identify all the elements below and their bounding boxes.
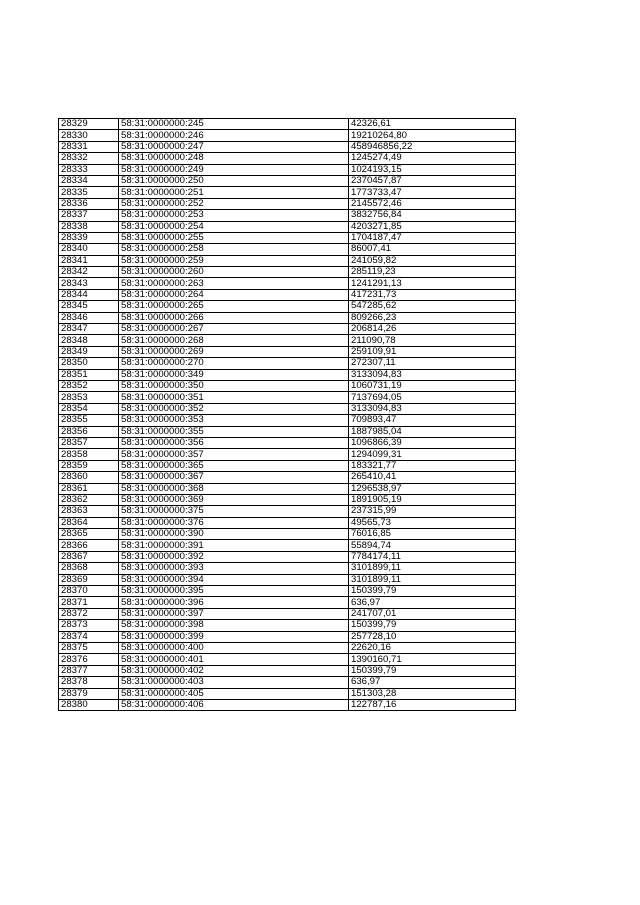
table-row — [59, 244, 516, 255]
table-row — [59, 346, 516, 357]
row-number-cell: 28367 — [59, 551, 119, 562]
table-row — [59, 494, 516, 505]
cadastral-number-cell: 58:31:0000000:265 — [119, 301, 349, 312]
value-cell: 3101899,11 — [349, 574, 516, 585]
row-number-cell: 28370 — [59, 586, 119, 597]
value-cell: 42326,61 — [349, 119, 516, 130]
row-number-cell: 28359 — [59, 460, 119, 471]
row-number-cell: 28338 — [59, 221, 119, 232]
table-row — [59, 278, 516, 289]
row-number-cell: 28335 — [59, 187, 119, 198]
value-cell: 1887985,04 — [349, 426, 516, 437]
table-row — [59, 267, 516, 278]
cadastral-number-cell: 58:31:0000000:390 — [119, 529, 349, 540]
cadastral-number-cell: 58:31:0000000:402 — [119, 665, 349, 676]
cadastral-number-cell: 58:31:0000000:350 — [119, 380, 349, 391]
value-cell: 709893,47 — [349, 415, 516, 426]
cadastral-number-cell: 58:31:0000000:356 — [119, 437, 349, 448]
value-cell: 1245274,49 — [349, 153, 516, 164]
row-number-cell: 28371 — [59, 597, 119, 608]
table-row — [59, 255, 516, 266]
cadastral-number-cell: 58:31:0000000:351 — [119, 392, 349, 403]
row-number-cell: 28343 — [59, 278, 119, 289]
row-number-cell: 28362 — [59, 494, 119, 505]
value-cell: 86007,41 — [349, 244, 516, 255]
cadastral-number-cell: 58:31:0000000:400 — [119, 642, 349, 653]
row-number-cell: 28330 — [59, 130, 119, 141]
cadastral-number-cell: 58:31:0000000:355 — [119, 426, 349, 437]
row-number-cell: 28329 — [59, 119, 119, 130]
cadastral-number-cell: 58:31:0000000:353 — [119, 415, 349, 426]
table-row — [59, 563, 516, 574]
row-number-cell: 28340 — [59, 244, 119, 255]
cadastral-number-cell: 58:31:0000000:365 — [119, 460, 349, 471]
table-row — [59, 574, 516, 585]
value-cell: 237315,99 — [349, 506, 516, 517]
cadastral-number-cell: 58:31:0000000:251 — [119, 187, 349, 198]
cadastral-number-cell: 58:31:0000000:259 — [119, 255, 349, 266]
row-number-cell: 28361 — [59, 483, 119, 494]
row-number-cell: 28369 — [59, 574, 119, 585]
row-number-cell: 28366 — [59, 540, 119, 551]
row-number-cell: 28372 — [59, 608, 119, 619]
table-row — [59, 677, 516, 688]
table-row — [59, 380, 516, 391]
cadastral-number-cell: 58:31:0000000:405 — [119, 688, 349, 699]
table-row — [59, 460, 516, 471]
table-row — [59, 620, 516, 631]
table-row — [59, 210, 516, 221]
cadastral-number-cell: 58:31:0000000:247 — [119, 141, 349, 152]
value-cell: 2145572,46 — [349, 198, 516, 209]
row-number-cell: 28375 — [59, 642, 119, 653]
row-number-cell: 28349 — [59, 346, 119, 357]
cadastral-number-cell: 58:31:0000000:349 — [119, 369, 349, 380]
value-cell: 183321,77 — [349, 460, 516, 471]
cadastral-number-cell: 58:31:0000000:258 — [119, 244, 349, 255]
cadastral-number-cell: 58:31:0000000:254 — [119, 221, 349, 232]
row-number-cell: 28360 — [59, 472, 119, 483]
table-row — [59, 153, 516, 164]
table-row — [59, 164, 516, 175]
cadastral-number-cell: 58:31:0000000:394 — [119, 574, 349, 585]
row-number-cell: 28379 — [59, 688, 119, 699]
row-number-cell: 28348 — [59, 335, 119, 346]
table-row — [59, 392, 516, 403]
cadastral-number-cell: 58:31:0000000:252 — [119, 198, 349, 209]
value-cell: 257728,10 — [349, 631, 516, 642]
row-number-cell: 28357 — [59, 437, 119, 448]
value-cell: 265410,41 — [349, 472, 516, 483]
table-row — [59, 175, 516, 186]
row-number-cell: 28352 — [59, 380, 119, 391]
cadastral-number-cell: 58:31:0000000:267 — [119, 324, 349, 335]
cadastral-number-cell: 58:31:0000000:392 — [119, 551, 349, 562]
table-row — [59, 426, 516, 437]
row-number-cell: 28350 — [59, 358, 119, 369]
table-row — [59, 654, 516, 665]
table-row — [59, 699, 516, 710]
table-row — [59, 415, 516, 426]
table-row — [59, 688, 516, 699]
row-number-cell: 28355 — [59, 415, 119, 426]
row-number-cell: 28337 — [59, 210, 119, 221]
row-number-cell: 28376 — [59, 654, 119, 665]
row-number-cell: 28341 — [59, 255, 119, 266]
row-number-cell: 28377 — [59, 665, 119, 676]
cadastral-number-cell: 58:31:0000000:268 — [119, 335, 349, 346]
table-row — [59, 540, 516, 551]
row-number-cell: 28347 — [59, 324, 119, 335]
table-row — [59, 665, 516, 676]
table-row — [59, 141, 516, 152]
row-number-cell: 28374 — [59, 631, 119, 642]
value-cell: 4203271,85 — [349, 221, 516, 232]
cadastral-number-cell: 58:31:0000000:249 — [119, 164, 349, 175]
cadastral-number-cell: 58:31:0000000:396 — [119, 597, 349, 608]
row-number-cell: 28333 — [59, 164, 119, 175]
value-cell: 3832756,84 — [349, 210, 516, 221]
value-cell: 2370457,87 — [349, 175, 516, 186]
table-row — [59, 324, 516, 335]
value-cell: 122787,16 — [349, 699, 516, 710]
table-row — [59, 449, 516, 460]
value-cell: 3133094,83 — [349, 369, 516, 380]
table-row — [59, 506, 516, 517]
cadastral-number-cell: 58:31:0000000:375 — [119, 506, 349, 517]
value-cell: 150399,79 — [349, 586, 516, 597]
value-cell: 241059,82 — [349, 255, 516, 266]
row-number-cell: 28334 — [59, 175, 119, 186]
value-cell: 636,97 — [349, 597, 516, 608]
row-number-cell: 28380 — [59, 699, 119, 710]
row-number-cell: 28356 — [59, 426, 119, 437]
cadastral-number-cell: 58:31:0000000:266 — [119, 312, 349, 323]
row-number-cell: 28336 — [59, 198, 119, 209]
value-cell: 809266,23 — [349, 312, 516, 323]
row-number-cell: 28364 — [59, 517, 119, 528]
cadastral-number-cell: 58:31:0000000:403 — [119, 677, 349, 688]
row-number-cell: 28345 — [59, 301, 119, 312]
cadastral-number-cell: 58:31:0000000:376 — [119, 517, 349, 528]
row-number-cell: 28346 — [59, 312, 119, 323]
value-cell: 1891905,19 — [349, 494, 516, 505]
value-cell: 547285,62 — [349, 301, 516, 312]
value-cell: 211090,78 — [349, 335, 516, 346]
table-row — [59, 437, 516, 448]
value-cell: 1704187,47 — [349, 232, 516, 243]
cadastral-number-cell: 58:31:0000000:245 — [119, 119, 349, 130]
value-cell: 1773733,47 — [349, 187, 516, 198]
value-cell: 206814,26 — [349, 324, 516, 335]
row-number-cell: 28358 — [59, 449, 119, 460]
table-row — [59, 631, 516, 642]
table-body — [59, 119, 516, 711]
value-cell: 1294099,31 — [349, 449, 516, 460]
table-row — [59, 119, 516, 130]
row-number-cell: 28353 — [59, 392, 119, 403]
table-row — [59, 529, 516, 540]
row-number-cell: 28339 — [59, 232, 119, 243]
cadastral-number-cell: 58:31:0000000:352 — [119, 403, 349, 414]
row-number-cell: 28373 — [59, 620, 119, 631]
row-number-cell: 28342 — [59, 267, 119, 278]
table-row — [59, 608, 516, 619]
table-row — [59, 289, 516, 300]
value-cell: 76016,85 — [349, 529, 516, 540]
table-row — [59, 472, 516, 483]
row-number-cell: 28365 — [59, 529, 119, 540]
cadastral-number-cell: 58:31:0000000:263 — [119, 278, 349, 289]
value-cell: 7784174,11 — [349, 551, 516, 562]
value-cell: 3133094,83 — [349, 403, 516, 414]
value-cell: 241707,01 — [349, 608, 516, 619]
value-cell: 3101899,11 — [349, 563, 516, 574]
table-row — [59, 358, 516, 369]
cadastral-number-cell: 58:31:0000000:393 — [119, 563, 349, 574]
cadastral-number-cell: 58:31:0000000:260 — [119, 267, 349, 278]
value-cell: 1296538,97 — [349, 483, 516, 494]
data-table — [58, 118, 516, 711]
cadastral-number-cell: 58:31:0000000:398 — [119, 620, 349, 631]
row-number-cell: 28351 — [59, 369, 119, 380]
cadastral-number-cell: 58:31:0000000:264 — [119, 289, 349, 300]
value-cell: 1060731,19 — [349, 380, 516, 391]
table-row — [59, 551, 516, 562]
table-row — [59, 301, 516, 312]
cadastral-number-cell: 58:31:0000000:369 — [119, 494, 349, 505]
table-row — [59, 335, 516, 346]
table-row — [59, 232, 516, 243]
table-row — [59, 369, 516, 380]
value-cell: 150399,79 — [349, 620, 516, 631]
cadastral-number-cell: 58:31:0000000:246 — [119, 130, 349, 141]
row-number-cell: 28331 — [59, 141, 119, 152]
cadastral-number-cell: 58:31:0000000:250 — [119, 175, 349, 186]
table-row — [59, 483, 516, 494]
row-number-cell: 28344 — [59, 289, 119, 300]
row-number-cell: 28368 — [59, 563, 119, 574]
table-row — [59, 517, 516, 528]
value-cell: 285119,23 — [349, 267, 516, 278]
value-cell: 49565,73 — [349, 517, 516, 528]
cadastral-number-cell: 58:31:0000000:270 — [119, 358, 349, 369]
value-cell: 1096866,39 — [349, 437, 516, 448]
cadastral-number-cell: 58:31:0000000:401 — [119, 654, 349, 665]
value-cell: 55894,74 — [349, 540, 516, 551]
table-row — [59, 198, 516, 209]
value-cell: 458946856,22 — [349, 141, 516, 152]
value-cell: 19210264,80 — [349, 130, 516, 141]
table-row — [59, 130, 516, 141]
row-number-cell: 28378 — [59, 677, 119, 688]
table-row — [59, 642, 516, 653]
cadastral-number-cell: 58:31:0000000:248 — [119, 153, 349, 164]
cadastral-number-cell: 58:31:0000000:391 — [119, 540, 349, 551]
value-cell: 22620,16 — [349, 642, 516, 653]
cadastral-number-cell: 58:31:0000000:397 — [119, 608, 349, 619]
table-row — [59, 403, 516, 414]
value-cell: 1241291,13 — [349, 278, 516, 289]
table-row — [59, 187, 516, 198]
cadastral-number-cell: 58:31:0000000:395 — [119, 586, 349, 597]
table-row — [59, 221, 516, 232]
row-number-cell: 28354 — [59, 403, 119, 414]
value-cell: 1390160,71 — [349, 654, 516, 665]
cadastral-number-cell: 58:31:0000000:399 — [119, 631, 349, 642]
cadastral-number-cell: 58:31:0000000:367 — [119, 472, 349, 483]
table-row — [59, 312, 516, 323]
table-row — [59, 586, 516, 597]
cadastral-number-cell: 58:31:0000000:406 — [119, 699, 349, 710]
row-number-cell: 28332 — [59, 153, 119, 164]
value-cell: 259109,91 — [349, 346, 516, 357]
cadastral-number-cell: 58:31:0000000:368 — [119, 483, 349, 494]
cadastral-number-cell: 58:31:0000000:255 — [119, 232, 349, 243]
cadastral-number-cell: 58:31:0000000:253 — [119, 210, 349, 221]
value-cell: 7137694,05 — [349, 392, 516, 403]
value-cell: 636,97 — [349, 677, 516, 688]
value-cell: 151303,28 — [349, 688, 516, 699]
value-cell: 1024193,15 — [349, 164, 516, 175]
value-cell: 272307,11 — [349, 358, 516, 369]
value-cell: 417231,73 — [349, 289, 516, 300]
value-cell: 150399,79 — [349, 665, 516, 676]
row-number-cell: 28363 — [59, 506, 119, 517]
table-row — [59, 597, 516, 608]
cadastral-number-cell: 58:31:0000000:357 — [119, 449, 349, 460]
cadastral-number-cell: 58:31:0000000:269 — [119, 346, 349, 357]
